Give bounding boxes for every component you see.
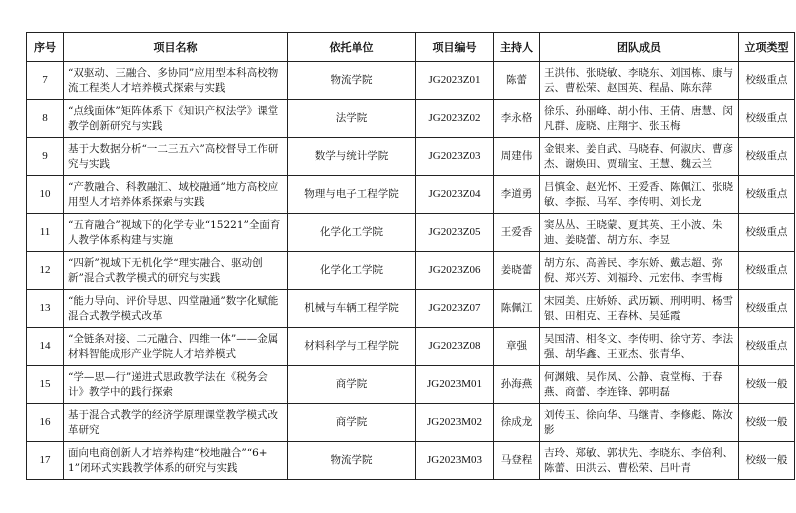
cell-type <box>739 328 795 366</box>
cell-host <box>494 176 540 214</box>
table-row <box>27 290 795 328</box>
header-members: 团队成员 <box>540 33 739 62</box>
cell-project-name <box>64 100 288 138</box>
table-row <box>27 62 795 100</box>
cell-project-name-text: “四新”视域下无机化学“理实融合、驱动创新”混合式教学模式的研究与实践 <box>68 256 263 284</box>
table-header-row <box>27 33 795 62</box>
cell-members-text: 吕慎金、赵光怀、王爱香、陈佩江、张晓敏、李振、马军、李传明、刘长龙 <box>544 180 733 208</box>
cell-project-name <box>64 366 288 404</box>
cell-host-text: 陈佩江 <box>500 302 533 314</box>
cell-seq <box>27 214 64 252</box>
cell-unit <box>288 214 416 252</box>
table-row <box>27 252 795 290</box>
cell-project-id <box>416 442 494 480</box>
cell-members <box>540 290 739 328</box>
cell-type <box>739 100 795 138</box>
cell-project-id-text: JG2023M02 <box>426 416 482 428</box>
cell-seq-text: 14 <box>39 340 51 352</box>
cell-seq <box>27 100 64 138</box>
cell-seq-text: 7 <box>42 74 48 86</box>
cell-seq-text: 12 <box>39 264 51 276</box>
cell-project-name-text: “产教融合、科教融汇、域校融通”地方高校应用型人才培养体系探索与实践 <box>68 180 279 208</box>
cell-project-id <box>416 62 494 100</box>
project-table <box>26 32 795 480</box>
cell-project-name-text: “点线面体”矩阵体系下《知识产权法学》课堂教学创新研究与实践 <box>68 104 279 132</box>
cell-seq <box>27 442 64 480</box>
header-host: 主持人 <box>494 33 540 62</box>
cell-members-text: 王洪伟、张晓敏、李晓东、刘国栋、康与云、曹松荣、赵国英、程晶、陈东萍 <box>544 66 733 94</box>
cell-seq <box>27 404 64 442</box>
cell-host-text: 李道勇 <box>500 188 533 200</box>
cell-type <box>739 214 795 252</box>
cell-members-text: 刘传玉、徐向华、马继青、李修彪、陈汝影 <box>544 408 733 436</box>
cell-project-id-text: JG2023Z01 <box>428 74 481 86</box>
cell-project-name-text: “学—思—行”递进式思政教学法在《税务会计》教学中的践行探索 <box>68 370 268 398</box>
cell-host-text: 李永格 <box>500 112 533 124</box>
cell-unit-text: 物流学院 <box>330 454 373 466</box>
cell-unit <box>288 290 416 328</box>
cell-project-id-text: JG2023Z05 <box>428 226 481 238</box>
cell-host-text: 姜晓蕾 <box>500 264 533 276</box>
cell-unit-text: 化学化工学院 <box>320 226 383 238</box>
cell-type-text: 校级重点 <box>745 150 788 162</box>
cell-unit <box>288 366 416 404</box>
cell-host <box>494 442 540 480</box>
cell-host-text: 徐成龙 <box>500 416 533 428</box>
cell-unit <box>288 176 416 214</box>
cell-seq <box>27 138 64 176</box>
cell-unit-text: 物理与电子工程学院 <box>304 188 399 200</box>
cell-type-text: 校级重点 <box>745 302 788 314</box>
cell-members <box>540 252 739 290</box>
project-table-container <box>26 32 795 480</box>
cell-host <box>494 100 540 138</box>
cell-host <box>494 62 540 100</box>
cell-project-name <box>64 62 288 100</box>
cell-type-text: 校级重点 <box>745 188 788 200</box>
cell-project-id <box>416 290 494 328</box>
cell-project-id <box>416 252 494 290</box>
cell-project-name <box>64 328 288 366</box>
table-row <box>27 328 795 366</box>
cell-project-id <box>416 138 494 176</box>
table-row <box>27 176 795 214</box>
cell-project-name <box>64 138 288 176</box>
cell-host-text: 陈蕾 <box>506 74 527 86</box>
cell-project-id-text: JG2023M01 <box>426 378 482 390</box>
cell-type <box>739 62 795 100</box>
cell-seq <box>27 328 64 366</box>
cell-host-text: 周建伟 <box>500 150 533 162</box>
cell-seq-text: 8 <box>42 112 48 124</box>
cell-host-text: 孙海燕 <box>500 378 533 390</box>
cell-host-text: 马登程 <box>500 454 533 466</box>
cell-type-text: 校级一般 <box>745 416 788 428</box>
cell-unit <box>288 252 416 290</box>
cell-project-name-text: 基于大数据分析“一二三五六”高校督导工作研究与实践 <box>68 142 279 170</box>
cell-project-id <box>416 214 494 252</box>
cell-project-name <box>64 442 288 480</box>
header-project-name: 项目名称 <box>64 33 288 62</box>
cell-unit <box>288 442 416 480</box>
cell-members <box>540 176 739 214</box>
cell-host <box>494 328 540 366</box>
cell-members-text: 吉玲、郑敏、郭状先、李晓东、李倍利、陈蕾、田洪云、曹松荣、吕叶青 <box>544 446 733 474</box>
cell-unit-text: 机械与车辆工程学院 <box>304 302 399 314</box>
cell-type <box>739 404 795 442</box>
cell-members <box>540 404 739 442</box>
cell-project-name-text: 面向电商创新人才培养构建“校地融合”“6+1”闭环式实践教学体系的研究与实践 <box>68 446 268 474</box>
cell-unit-text: 商学院 <box>335 416 368 428</box>
cell-project-name-text: “五育融合”视域下的化学专业“15221”全面育人教学体系构建与实施 <box>68 218 281 246</box>
cell-project-id-text: JG2023Z03 <box>428 150 481 162</box>
cell-seq <box>27 62 64 100</box>
table-row <box>27 138 795 176</box>
cell-type <box>739 442 795 480</box>
cell-project-id-text: JG2023Z06 <box>428 264 481 276</box>
cell-seq <box>27 290 64 328</box>
cell-seq-text: 15 <box>39 378 51 390</box>
table-row <box>27 214 795 252</box>
cell-project-name-text: 基于混合式教学的经济学原理课堂教学模式改革研究 <box>68 408 278 436</box>
cell-seq-text: 13 <box>39 302 51 314</box>
cell-type-text: 校级重点 <box>745 74 788 86</box>
cell-members-text: 窦丛丛、王晓蒙、夏其英、王小波、朱迪、姜晓蕾、胡方东、李昱 <box>544 218 723 246</box>
cell-members-text: 吴国清、相冬文、李传明、徐守芳、李法强、胡华鑫、王亚杰、张青华、 <box>544 332 733 360</box>
cell-seq-text: 9 <box>42 150 48 162</box>
cell-unit-text: 物流学院 <box>330 74 373 86</box>
cell-members <box>540 100 739 138</box>
cell-seq <box>27 366 64 404</box>
cell-members <box>540 138 739 176</box>
cell-host <box>494 214 540 252</box>
cell-type <box>739 138 795 176</box>
cell-members-text: 徐乐、孙丽峰、胡小伟、王倩、唐慧、闵凡群、庞晓、庄翔宇、张玉梅 <box>544 104 733 132</box>
cell-project-id-text: JG2023Z07 <box>428 302 481 314</box>
cell-unit-text: 商学院 <box>335 378 368 390</box>
cell-members-text: 何渊娥、吴作凤、公静、袁堂梅、于春燕、商蕾、李连锋、郭明磊 <box>544 370 723 398</box>
cell-unit-text: 化学化工学院 <box>320 264 383 276</box>
cell-seq-text: 16 <box>39 416 51 428</box>
cell-project-name <box>64 252 288 290</box>
cell-project-id-text: JG2023Z04 <box>428 188 481 200</box>
cell-members <box>540 366 739 404</box>
cell-host <box>494 366 540 404</box>
table-row <box>27 366 795 404</box>
header-seq: 序号 <box>27 33 64 62</box>
cell-members <box>540 62 739 100</box>
cell-type-text: 校级一般 <box>745 454 788 466</box>
cell-project-name <box>64 214 288 252</box>
cell-project-name-text: “能力导向、评价导思、四堂融通”数字化赋能混合式教学模式改革 <box>68 294 279 322</box>
cell-project-id-text: JG2023M03 <box>426 454 482 466</box>
cell-project-name <box>64 176 288 214</box>
header-project-id: 项目编号 <box>416 33 494 62</box>
cell-seq <box>27 176 64 214</box>
cell-host <box>494 252 540 290</box>
cell-project-id <box>416 404 494 442</box>
table-row <box>27 100 795 138</box>
cell-project-id <box>416 176 494 214</box>
cell-unit-text: 材料科学与工程学院 <box>304 340 399 352</box>
cell-seq-text: 11 <box>39 226 51 238</box>
cell-project-name <box>64 404 288 442</box>
cell-members-text: 宋园美、庄娇娇、武历颖、刑明明、杨雪银、田相克、王春林、吴延霞 <box>544 294 733 322</box>
cell-members <box>540 442 739 480</box>
cell-type <box>739 176 795 214</box>
cell-unit <box>288 404 416 442</box>
cell-host <box>494 290 540 328</box>
cell-members-text: 胡方东、高善民、李东娇、戴志超、弥倪、郑兴芳、刘福玲、元宏伟、李雪梅 <box>544 256 723 284</box>
cell-host-text: 王爱香 <box>500 226 533 238</box>
cell-project-id-text: JG2023Z02 <box>428 112 481 124</box>
cell-project-id <box>416 100 494 138</box>
cell-seq-text: 17 <box>39 454 51 466</box>
cell-project-name <box>64 290 288 328</box>
cell-host-text: 章强 <box>506 340 527 352</box>
cell-project-id <box>416 366 494 404</box>
cell-host <box>494 404 540 442</box>
cell-unit-text: 数学与统计学院 <box>314 150 389 162</box>
cell-type-text: 校级重点 <box>745 340 788 352</box>
cell-project-name-text: “全链条对接、二元融合、四维一体”——金属材料智能成形产业学院人才培养模式 <box>68 332 279 360</box>
cell-type <box>739 290 795 328</box>
cell-unit <box>288 138 416 176</box>
cell-project-name-text: “双驱动、三融合、多协同”应用型本科高校物流工程类人才培养模式探索与实践 <box>68 66 279 94</box>
header-type: 立项类型 <box>739 33 795 62</box>
cell-seq <box>27 252 64 290</box>
cell-unit-text: 法学院 <box>335 112 368 124</box>
cell-members <box>540 328 739 366</box>
cell-members <box>540 214 739 252</box>
cell-unit <box>288 62 416 100</box>
cell-type-text: 校级一般 <box>745 378 788 390</box>
table-row <box>27 442 795 480</box>
table-row <box>27 404 795 442</box>
cell-project-id <box>416 328 494 366</box>
cell-type <box>739 252 795 290</box>
cell-type <box>739 366 795 404</box>
cell-type-text: 校级重点 <box>745 264 788 276</box>
cell-unit <box>288 100 416 138</box>
cell-project-id-text: JG2023Z08 <box>428 340 481 352</box>
cell-seq-text: 10 <box>39 188 51 200</box>
header-unit: 依托单位 <box>288 33 416 62</box>
cell-type-text: 校级重点 <box>745 112 788 124</box>
cell-unit <box>288 328 416 366</box>
cell-host <box>494 138 540 176</box>
cell-members-text: 金银来、姜自武、马晓春、何淑庆、曹彦杰、谢焕田、贾瑞宝、王慧、魏云兰 <box>544 142 733 170</box>
cell-type-text: 校级重点 <box>745 226 788 238</box>
